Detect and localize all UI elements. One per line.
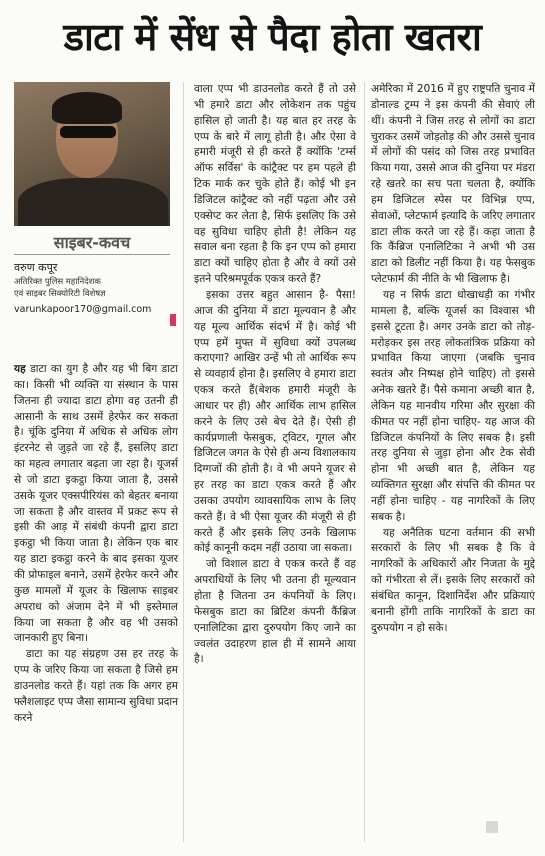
column-2 xyxy=(194,82,356,668)
accent-bar xyxy=(170,314,176,326)
column-1-body xyxy=(14,362,178,726)
paragraph-text: डाटा का युग है और यह भी बिग डाटा का। किसी भी व्यक्ति या संस्थान के पास जितना ही ज्यादा डाटा होगा वह उतनी ही आसानी के साथ उसमें हेरफेर कर सकता है। चूंकि दुनिया में अधिक से अधिक लोग इंटरनेट से जुड़ते जा रहे हैं, इसलिए डाटा का महत्व लगातार बढ़ता जा रहा है। यूजर्स से जो डाटा इकट्ठा किया जाता है, उससे उसके यूजर एक्सपीरियंस को बेहतर बनाया जा सकता है और वास्तव में प्रकट रूप से इसी की आड़ में संबंधी कंपनी द्वारा डाटा इकट्ठा भी किया जाता है। लेकिन एक बार यह डाटा इकट्ठा करने के बाद इसका यूजर की प्रोफाइल बनाने, उसमें हेरफेर करने और कुछ मामलों में यूजर के खिलाफ साइबर अपराध को अंजाम देने में भी इस्तेमाल किया जा सकता है और वह भी उसको जानकारी हुए बिना। xyxy=(14,363,178,645)
author-photo xyxy=(14,82,170,226)
column-divider xyxy=(183,82,184,842)
paragraph: वाला एप्प भी डाउनलोड करते हैं तो उसे भी हमारे डाटा और लोकेशन तक पहुंच हासिल हो जाती है। यह बात हर तरह के एप्प के बारे में लागू होती है। और ऐसा वे हमारी मंजूरी से ही करते हैं क्योंकि 'टर्म्स ऑफ सर्विस' के कांट्रैक्ट पर हम पहले ही टिक मार्क कर चुके होते हैं। कोई भी इन डिजिटल कांट्रैक्ट को नहीं पढ़ता और उसे एक्सेप्ट कर लेता है, सिर्फ इसलिए कि उसे वह सुविधा चाहिए होती है! लेकिन यह सवाल बना रहता है कि इन एप्प को हमारा डाटा क्यों चाहिए होता है और वे क्यों उसे इतने परिश्रमपूर्वक एकत्र करते हैं? xyxy=(194,83,356,286)
paragraph: यह अनैतिक घटना वर्तमान की सभी सरकारों के लिए भी सबक है कि वे नागरिकों के अधिकारों और निजता के मुद्दे को गंभीरता से लें। इसके लिए सरकारों को संबंधित कानून, दिशानिर्देश और प्रक्रियाएं बनानी होंगी ताकि नागरिकों के डाटा का दुरुपयोग न हो सके। xyxy=(371,526,535,634)
first-word: यह xyxy=(14,363,26,375)
paragraph: यह न सिर्फ डाटा धोखाधड़ी का गंभीर मामला है, बल्कि यूजर्स का विश्वास भी इससे टूटता है। अगर उनके डाटा को तोड़-मरोड़कर इस तरह लोकतांत्रिक प्रक्रिया को प्रभावित किया जाएगा (जबकि चुनाव स्वतंत्र और निष्पक्ष होने चाहिए) तो इससे अनेक खतरे हैं। पैसे कमाना अच्छी बात है, लेकिन यह मानवीय गरिमा और सुरक्षा की कीमत पर नहीं होना चाहिए- यह आज की डिजिटल कंपनियों के लिए सबक है। इसी तरह दुनिया से जुड़ा होना और टेक सेवी होना भी अच्छी बात है, लेकिन यह व्यक्तिगत सुरक्षा और संपत्ति की कीमत पर नहीं होना चाहिए - यह नागरिकों के लिए सबक है। xyxy=(371,288,535,523)
author-designation-2: एवं साइबर सिक्योरिटी विशेषज्ञ xyxy=(14,288,106,298)
paragraph: इसका उत्तर बहुत आसान है- पैसा! आज की दुनिया में डाटा मूल्यवान है और यह मूल्य आर्थिक संदर्भ में है। कोई भी एप्प हमें मुफ्त में सुविधा क्यों उपलब्ध कराएगा? आखिर उन्हें भी तो आर्थिक रूप से व्यवहार्य होना है। इसलिए वे हमारा डाटा एकत्र करते हैं(बेशक हमारी मंजूरी के आधार पर ही) और आर्थिक लाभ हासिल करने के लिए उसे बेच देते हैं। ऐसी ही कार्यप्रणाली फेसबुक, ट्विटर, गूगल और डिजिटल जगत के ऐसे ही अन्य विशालकाय दिग्गजों की होती है। वे भी अपने यूजर से हर तरह का डाटा एकत्र करते हैं और उसका उपयोग व्यावसायिक लाभ के लिए करते हैं। वे भी ऐसा यूजर की मंजूरी से ही करते हैं और इसके लिए उनके खिलाफ कोई कानूनी कदम नहीं उठाया जा सकता। xyxy=(194,288,356,555)
paragraph: डाटा का यह संग्रहण उस हर तरह के एप्प के जरिए किया जा सकता है जिसे हम डाउनलोड करते हैं। यहां तक कि अगर हम फ्लैशलाइट एप्प जैसा सामान्य सुविधा प्रदान करने xyxy=(14,648,178,724)
paragraph xyxy=(14,362,178,647)
column-3 xyxy=(371,82,535,637)
paragraph: जो विशाल डाटा वे एकत्र करते हैं वह अपराधियों के लिए भी उतना ही मूल्यवान होता है जितना उन कंपनियों के लिए। फेसबुक डाटा का ब्रिटिश कंपनी कैंब्रिज एनालिटिका द्वारा दुरुपयोग किए जाने का ज्वलंत उदाहरण हाल ही में सामने आया है। xyxy=(194,558,356,666)
author-designation-1: अतिरिक्त पुलिस महानिदेशक xyxy=(14,276,101,286)
author-email: varunkapoor170@gmail.com xyxy=(14,304,152,315)
column-divider xyxy=(364,82,365,842)
paragraph: अमेरिका में 2016 में हुए राष्ट्रपति चुनाव में डोनाल्ड ट्रम्प ने इस कंपनी की सेवाएं ली थीं। कंपनी ने जिस तरह से लोगों का डाटा चुराकर उसमें जोड़तोड़ की और उससे चुनाव में लोगों की पसंद को जिस तरह प्रभावित किया गया, उससे आज की दुनिया पर मंडरा रहे खतरे का सच पता चलता है, क्योंकि हम डिजिटल स्पेस पर विभिन्न एप्प, सेवाओं, प्लेटफार्म इत्यादि के जरिए लगातार डाटा लीक करते जा रहे हैं। कहा जाता है कि कैंब्रिज एनालिटिका ने अभी भी उस डाटा को डिलीट नहीं किया है। यह फेसबुक प्लेटफार्म की नीति के भी खिलाफ है। xyxy=(371,83,535,286)
author-name: वरुण कपूर xyxy=(14,261,58,274)
divider xyxy=(14,254,170,255)
headline: डाटा में सेंध से पैदा होता खतरा xyxy=(63,15,482,59)
byline xyxy=(14,260,170,317)
watermark-mark xyxy=(486,821,498,833)
column-name: साइबर-कवच xyxy=(53,233,131,252)
